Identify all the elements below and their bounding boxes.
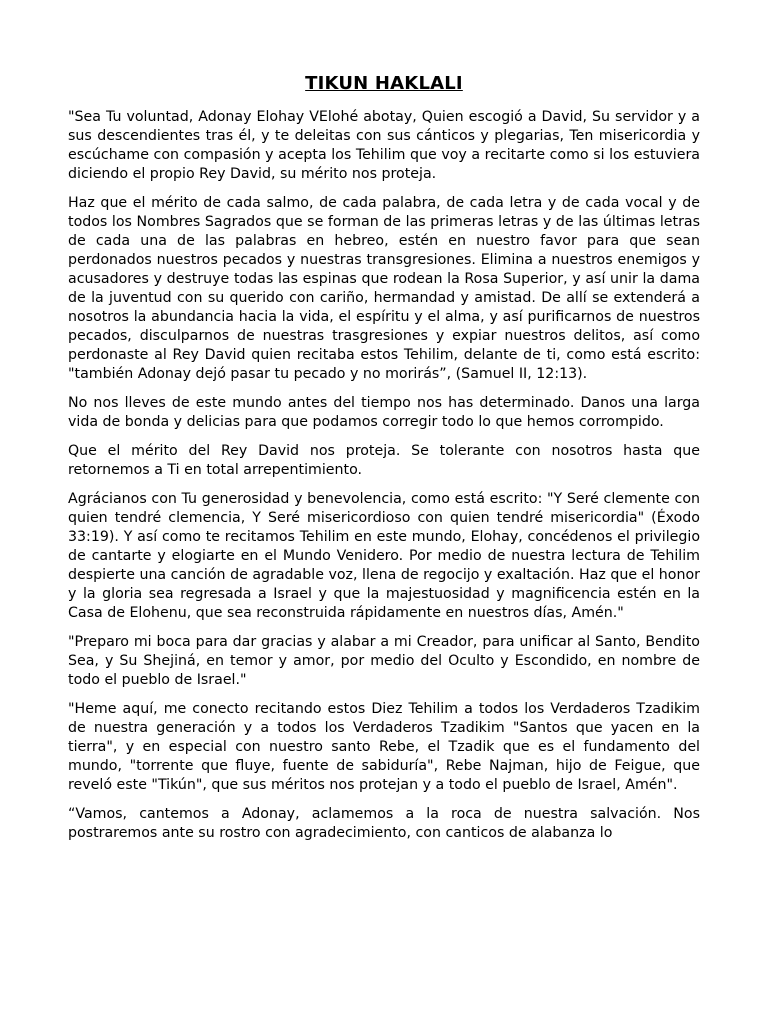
- paragraph-prepare-mouth: "Preparo mi boca para dar gracias y alabar a mi Creador, para unificar al Santo, Bendito Sea, y Su Shejiná, en temor y amor, por medio del Oculto y Escondido, en nombre de todo el pueblo de Israel.": [68, 634, 700, 688]
- paragraph-lets-sing: “Vamos, cantemos a Adonay, aclamemos a la roca de nuestra salvación. Nos postraremos ante su rostro con agradecimiento, con canticos de alabanza lo: [68, 806, 700, 841]
- paragraph-long-life: No nos lleves de este mundo antes del tiempo nos has determinado. Danos una larga vida de bonda y delicias para que podamos corregir todo lo que hemos corrompido.: [68, 395, 700, 430]
- paragraph-merit-of-psalms: Haz que el mérito de cada salmo, de cada palabra, de cada letra y de cada vocal y de todos los Nombres Sagrados que se forman de las primeras letras y de las últimas letras de cada una de las palabras en hebreo, estén en nuestro favor para que sean perdonados nuestros pecados y nuestras transgresiones. Elimina a nuestros enemigos y acusadores y destruye todas las espinas que rodean la Rosa Superior, y así unir la dama de la juventud con su querido con cariño, hermandad y amistad. De allí se extenderá a nosotros la abundancia hacia la vida, el espíritu y el alma, y así purificarnos de nuestros pecados, disculparnos de nuestras trasgresiones y expiar nuestros delitos, así como perdonaste al Rey David quien recitaba estos Tehilim, delante de ti, como está escrito: "también Adonay dejó pasar tu pecado y no morirás”, (Samuel II, 12:13).: [68, 195, 700, 382]
- paragraph-merit-king-david: Que el mérito del Rey David nos proteja. Se tolerante con nosotros hasta que retornemos a Ti en total arrepentimiento.: [68, 443, 700, 478]
- paragraph-connect-tzadikim: "Heme aquí, me conecto recitando estos Diez Tehilim a todos los Verdaderos Tzadikim de nuestra generación y a todos los Verdaderos Tzadikim "Santos que yacen en la tierra", y en especial con nuestro santo Rebe, el Tzadik que es el fundamento del mundo, "torrente que fluye, fuente de sabiduría", Rebe Najman, hijo de Feigue, que reveló este "Tikún", que sus méritos nos protejan y a todo el pueblo de Israel, Amén".: [68, 701, 700, 793]
- paragraph-generosity: Agrácianos con Tu generosidad y benevolencia, como está escrito: "Y Seré clemente con quien tendré clemencia, Y Seré misericordioso con quien tendré misericordia" (Éxodo 33:19). Y así como te recitamos Tehilim en este mundo, Elohay, concédenos el privilegio de cantarte y elogiarte en el Mundo Venidero. Por medio de nuestra lectura de Tehilim despierte una canción de agradable voz, llena de regocijo y exaltación. Haz que el honor y la gloria sea regresada a Israel y que la majestuosidad y magnificencia estén en la Casa de Elohenu, que sea reconstruida rápidamente en nuestros días, Amén.": [68, 491, 700, 621]
- paragraph-opening-prayer: "Sea Tu voluntad, Adonay Elohay VElohé abotay, Quien escogió a David, Su servidor y a sus descendientes tras él, y te deleitas con sus cánticos y plegarias, Ten misericordia y escúchame con compasión y acepta los Tehilim que voy a recitarte como si los estuviera diciendo el propio Rey David, su mérito nos proteja.: [68, 109, 700, 182]
- document-page: [68, 72, 700, 843]
- document-title: TIKUN HAKLALI: [305, 73, 463, 94]
